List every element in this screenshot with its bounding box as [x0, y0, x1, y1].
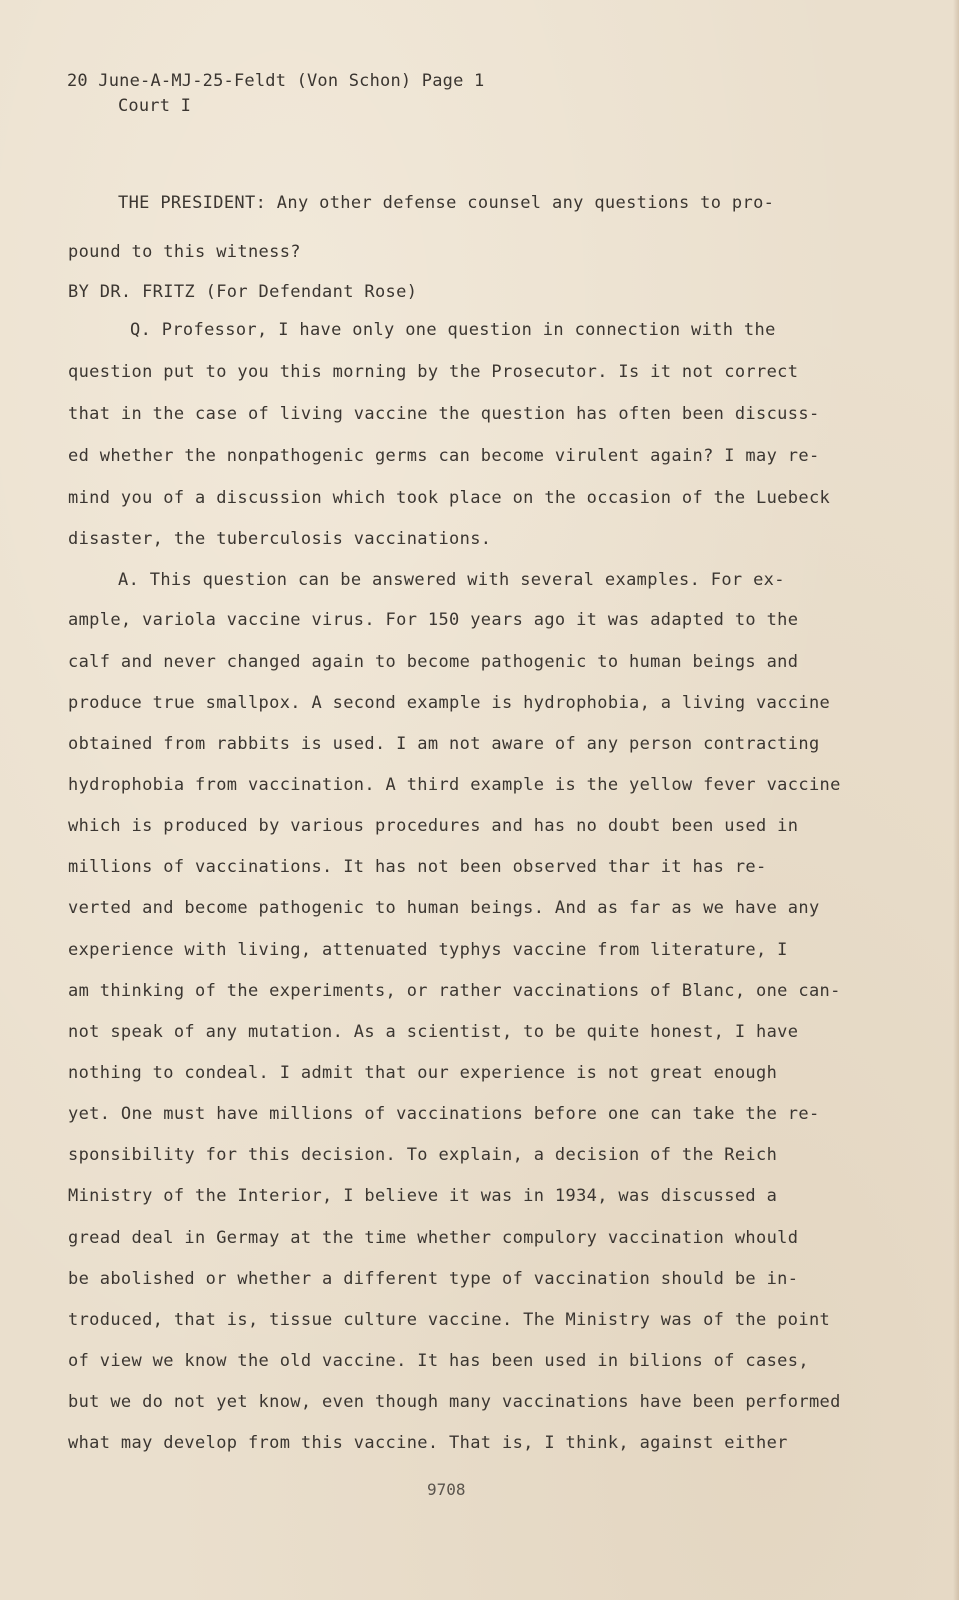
body-line-20: am thinking of the experiments, or rather vaccinations of Blanc, one can-	[68, 981, 841, 1001]
body-line-14: obtained from rabbits is used. I am not aware of any person contracting	[68, 734, 820, 754]
body-line-21: not speak of any mutation. As a scientist, to be quite honest, I have	[68, 1022, 799, 1042]
body-line-13: produce true smallpox. A second example is hydrophobia, a living vaccine	[68, 693, 831, 713]
body-line-12: calf and never changed again to become pathogenic to human beings and	[68, 652, 799, 672]
page-edge-shadow	[953, 0, 959, 1600]
body-line-23: yet. One must have millions of vaccinations before one can take the re-	[68, 1104, 820, 1124]
body-line-19: experience with living, attenuated typhys vaccine from literature, I	[68, 940, 788, 960]
body-line-27: be abolished or whether a different type of vaccination should be in-	[68, 1269, 799, 1289]
body-line-18: verted and become pathogenic to human beings. And as far as we have any	[68, 898, 820, 918]
body-line-25: Ministry of the Interior, I believe it was in 1934, was discussed a	[68, 1186, 778, 1206]
body-line-24: sponsibility for this decision. To explain, a decision of the Reich	[68, 1145, 778, 1165]
body-line-31: what may develop from this vaccine. That is, I think, against either	[68, 1433, 788, 1453]
body-line-17: millions of vaccinations. It has not been observed thar it has re-	[68, 857, 767, 877]
body-line-26: gread deal in Germay at the time whether compulory vaccination whould	[68, 1228, 799, 1248]
body-line-22: nothing to condeal. I admit that our experience is not great enough	[68, 1063, 778, 1083]
body-line-5: question put to you this morning by the Prosecutor. Is it not correct	[68, 362, 799, 382]
body-line-4: Q. Professor, I have only one question in connection with the	[130, 320, 776, 340]
body-line-29: of view we know the old vaccine. It has been used in bilions of cases,	[68, 1351, 809, 1371]
page-number: 9708	[427, 1480, 466, 1499]
body-line-1: THE PRESIDENT: Any other defense counsel any questions to pro-	[118, 193, 775, 213]
body-line-28: troduced, that is, tissue culture vaccine. The Ministry was of the point	[68, 1310, 831, 1330]
body-line-16: which is produced by various procedures and has no doubt been used in	[68, 816, 799, 836]
body-line-6: that in the case of living vaccine the question has often been discuss-	[68, 404, 820, 424]
body-line-10: A. This question can be answered with several examples. For ex-	[118, 570, 785, 590]
header-line-2: Court I	[118, 96, 192, 116]
body-line-7: ed whether the nonpathogenic germs can become virulent again? I may re-	[68, 446, 820, 466]
body-line-2: pound to this witness?	[68, 242, 301, 262]
header-line-1: 20 June-A-MJ-25-Feldt (Von Schon) Page 1	[67, 71, 485, 91]
body-line-9: disaster, the tuberculosis vaccinations.	[68, 529, 492, 549]
body-line-11: ample, variola vaccine virus. For 150 years ago it was adapted to the	[68, 610, 799, 630]
body-line-3: BY DR. FRITZ (For Defendant Rose)	[68, 282, 418, 302]
body-line-15: hydrophobia from vaccination. A third example is the yellow fever vaccine	[68, 775, 841, 795]
body-line-8: mind you of a discussion which took place on the occasion of the Luebeck	[68, 488, 831, 508]
body-line-30: but we do not yet know, even though many vaccinations have been performed	[68, 1392, 841, 1412]
